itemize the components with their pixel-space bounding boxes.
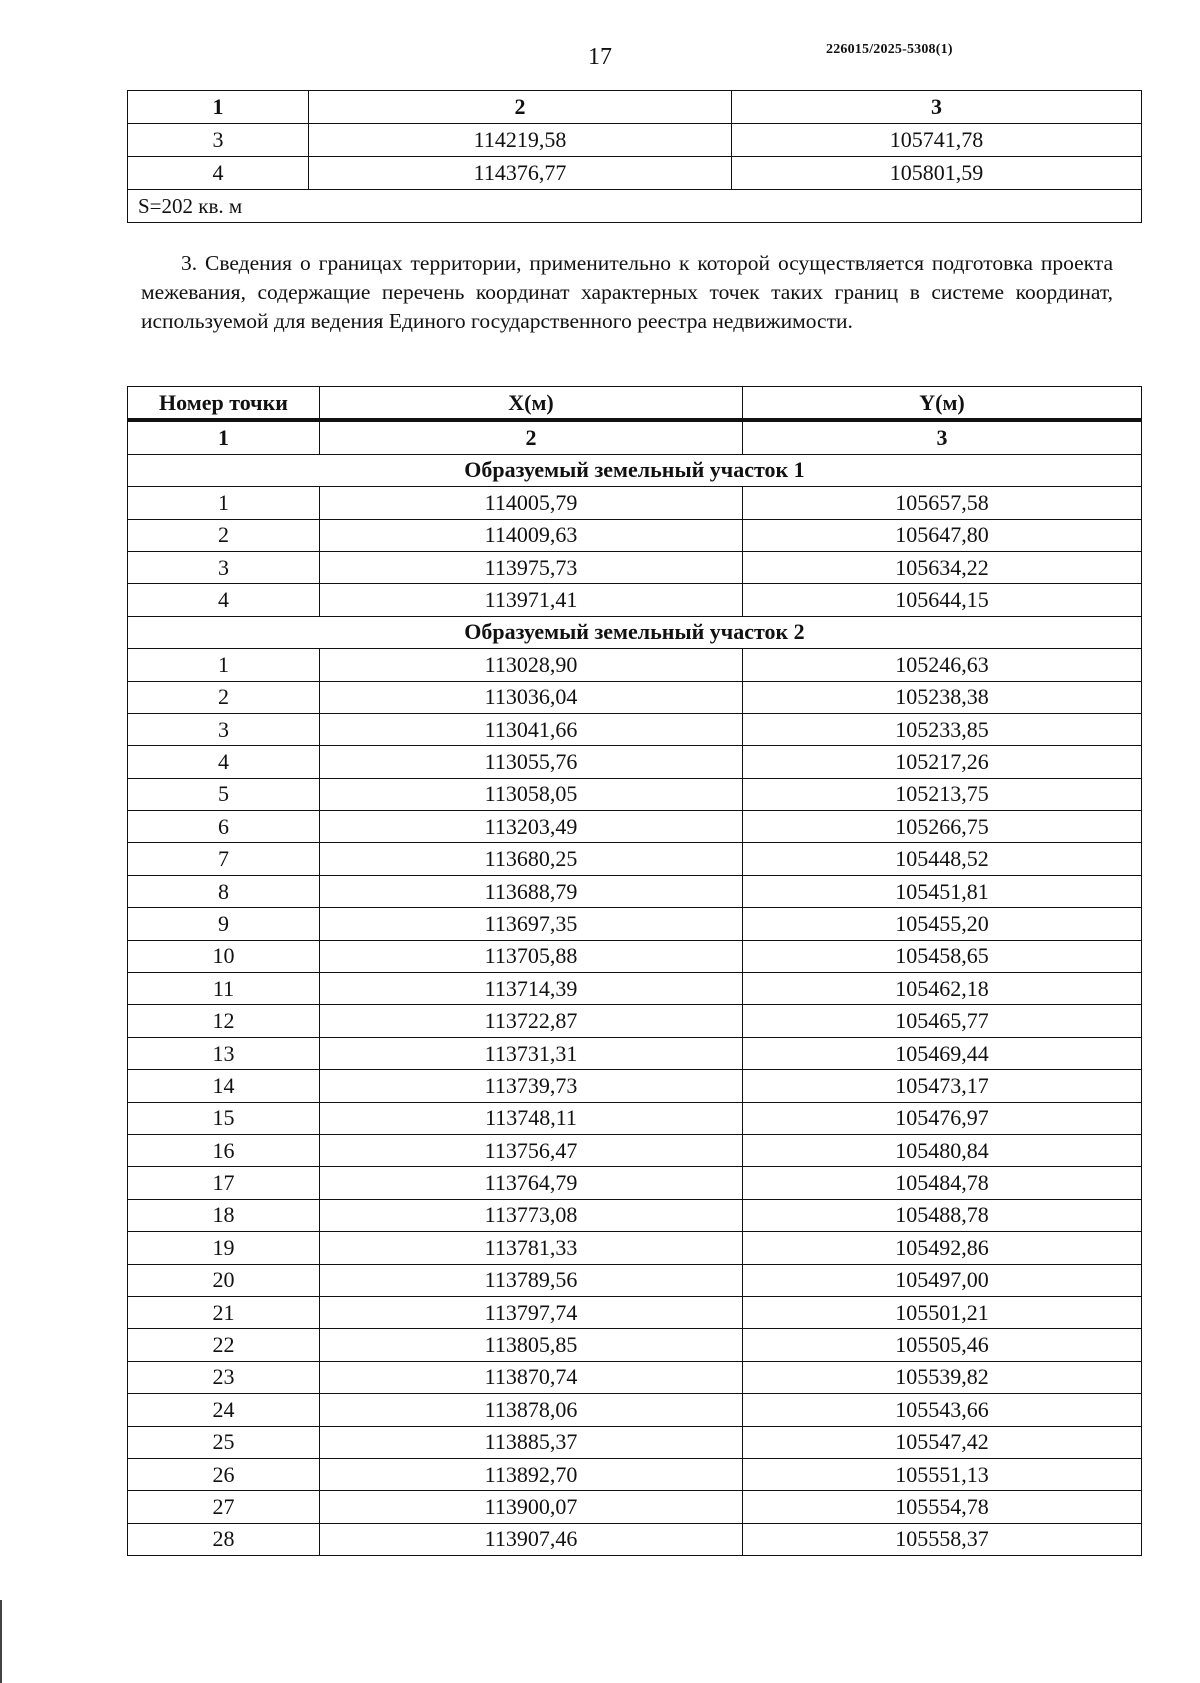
- point-number: 4: [128, 157, 309, 190]
- y-coordinate: 105451,81: [743, 875, 1142, 907]
- x-coordinate: 113731,31: [320, 1037, 743, 1069]
- point-number: 21: [128, 1296, 320, 1328]
- point-number: 1: [128, 487, 320, 519]
- y-coordinate: 105657,58: [743, 487, 1142, 519]
- point-number: 12: [128, 1005, 320, 1037]
- y-coordinate: 105554,78: [743, 1491, 1142, 1523]
- table-row: [128, 487, 1142, 519]
- y-coordinate: 105505,46: [743, 1329, 1142, 1361]
- y-coordinate: 105480,84: [743, 1134, 1142, 1166]
- boundary-coordinates-table: [127, 386, 1142, 1556]
- table-row: [128, 875, 1142, 907]
- y-coordinate: 105644,15: [743, 584, 1142, 616]
- x-coordinate: 114009,63: [320, 519, 743, 551]
- y-coordinate: 105266,75: [743, 811, 1142, 843]
- area-row: [128, 190, 1142, 223]
- y-coordinate: 105465,77: [743, 1005, 1142, 1037]
- x-coordinate: 113892,70: [320, 1458, 743, 1490]
- point-number: 8: [128, 875, 320, 907]
- x-coordinate: 113203,49: [320, 811, 743, 843]
- y-coordinate: 105551,13: [743, 1458, 1142, 1490]
- coordinates-table-continued: [127, 90, 1142, 223]
- point-number: 10: [128, 940, 320, 972]
- header-point-number: Номер точки: [128, 387, 320, 421]
- x-coordinate: 113907,46: [320, 1523, 743, 1555]
- x-coordinate: 113036,04: [320, 681, 743, 713]
- point-number: 20: [128, 1264, 320, 1296]
- point-number: 3: [128, 551, 320, 583]
- table-row: [128, 584, 1142, 616]
- y-coordinate: 105476,97: [743, 1102, 1142, 1134]
- x-coordinate: 113878,06: [320, 1394, 743, 1426]
- table-row: [128, 713, 1142, 745]
- table-row: [128, 1232, 1142, 1264]
- point-number: 2: [128, 681, 320, 713]
- table-row: [128, 1394, 1142, 1426]
- table-row: [128, 1264, 1142, 1296]
- y-coordinate: 105558,37: [743, 1523, 1142, 1555]
- y-coordinate: 105647,80: [743, 519, 1142, 551]
- point-number: 6: [128, 811, 320, 843]
- table-row: [128, 1199, 1142, 1231]
- y-coordinate: 105484,78: [743, 1167, 1142, 1199]
- point-number: 27: [128, 1491, 320, 1523]
- section-row: [128, 616, 1142, 648]
- table-row: [128, 1296, 1142, 1328]
- x-coordinate: 113739,73: [320, 1070, 743, 1102]
- table-row: [128, 519, 1142, 551]
- table-row: [128, 973, 1142, 1005]
- point-number: 1: [128, 649, 320, 681]
- table-row: [128, 811, 1142, 843]
- y-coordinate: 105246,63: [743, 649, 1142, 681]
- x-coordinate: 113705,88: [320, 940, 743, 972]
- point-number: 28: [128, 1523, 320, 1555]
- point-number: 3: [128, 124, 309, 157]
- point-number: 24: [128, 1394, 320, 1426]
- table-row: [128, 940, 1142, 972]
- x-coordinate: 114376,77: [309, 157, 732, 190]
- area-value: S=202 кв. м: [128, 190, 1142, 223]
- x-coordinate: 113971,41: [320, 584, 743, 616]
- table-row: [128, 1134, 1142, 1166]
- x-coordinate: 113714,39: [320, 973, 743, 1005]
- y-coordinate: 105217,26: [743, 746, 1142, 778]
- table-row: [128, 1458, 1142, 1490]
- table-row: [128, 908, 1142, 940]
- x-coordinate: 113885,37: [320, 1426, 743, 1458]
- x-coordinate: 113680,25: [320, 843, 743, 875]
- column-number: 3: [743, 420, 1142, 454]
- x-coordinate: 113697,35: [320, 908, 743, 940]
- point-number: 14: [128, 1070, 320, 1102]
- x-coordinate: 113900,07: [320, 1491, 743, 1523]
- point-number: 4: [128, 584, 320, 616]
- x-coordinate: 114219,58: [309, 124, 732, 157]
- point-number: 3: [128, 713, 320, 745]
- column-number: 3: [732, 91, 1142, 124]
- y-coordinate: 105455,20: [743, 908, 1142, 940]
- table-row: [128, 1426, 1142, 1458]
- x-coordinate: 113781,33: [320, 1232, 743, 1264]
- table-row: [128, 1329, 1142, 1361]
- document-id: 226015/2025-5308(1): [826, 42, 953, 57]
- table-row: [128, 778, 1142, 810]
- y-coordinate: 105458,65: [743, 940, 1142, 972]
- x-coordinate: 113797,74: [320, 1296, 743, 1328]
- table-row: [128, 1491, 1142, 1523]
- table-row: [128, 551, 1142, 583]
- table-row: [128, 1070, 1142, 1102]
- point-number: 9: [128, 908, 320, 940]
- x-coordinate: 113805,85: [320, 1329, 743, 1361]
- point-number: 18: [128, 1199, 320, 1231]
- table-row: [128, 1167, 1142, 1199]
- point-number: 22: [128, 1329, 320, 1361]
- x-coordinate: 113789,56: [320, 1264, 743, 1296]
- table-row: [128, 746, 1142, 778]
- point-number: 17: [128, 1167, 320, 1199]
- section-title: Образуемый земельный участок 2: [128, 616, 1142, 648]
- y-coordinate: 105539,82: [743, 1361, 1142, 1393]
- point-number: 15: [128, 1102, 320, 1134]
- x-coordinate: 113975,73: [320, 551, 743, 583]
- section-title: Образуемый земельный участок 1: [128, 454, 1142, 486]
- table-row: [128, 1523, 1142, 1555]
- x-coordinate: 113748,11: [320, 1102, 743, 1134]
- point-number: 26: [128, 1458, 320, 1490]
- y-coordinate: 105213,75: [743, 778, 1142, 810]
- point-number: 16: [128, 1134, 320, 1166]
- header-row: [128, 387, 1142, 421]
- table-row: [128, 1361, 1142, 1393]
- y-coordinate: 105801,59: [732, 157, 1142, 190]
- point-number: 7: [128, 843, 320, 875]
- y-coordinate: 105462,18: [743, 973, 1142, 1005]
- y-coordinate: 105543,66: [743, 1394, 1142, 1426]
- y-coordinate: 105473,17: [743, 1070, 1142, 1102]
- table-row: [128, 1037, 1142, 1069]
- y-coordinate: 105492,86: [743, 1232, 1142, 1264]
- column-number: 1: [128, 420, 320, 454]
- section-3-paragraph: 3. Сведения о границах территории, применительно к которой осуществляется подготовка проекта межевания, содержащие перечень координат характерных точек таких границ в системе координат, используемой для ведения Единого государственного реестра недвижимости.: [141, 251, 1113, 333]
- table-row: [128, 1005, 1142, 1037]
- y-coordinate: 105448,52: [743, 843, 1142, 875]
- column-number-row: [128, 420, 1142, 454]
- column-number: 1: [128, 91, 309, 124]
- scan-edge-line: [0, 1600, 2, 1683]
- point-number: 2: [128, 519, 320, 551]
- point-number: 19: [128, 1232, 320, 1264]
- x-coordinate: 113055,76: [320, 746, 743, 778]
- x-coordinate: 113756,47: [320, 1134, 743, 1166]
- y-coordinate: 105469,44: [743, 1037, 1142, 1069]
- y-coordinate: 105634,22: [743, 551, 1142, 583]
- point-number: 23: [128, 1361, 320, 1393]
- header-y: Y(м): [743, 387, 1142, 421]
- y-coordinate: 105233,85: [743, 713, 1142, 745]
- x-coordinate: 113764,79: [320, 1167, 743, 1199]
- x-coordinate: 113058,05: [320, 778, 743, 810]
- page-number: 17: [588, 44, 612, 70]
- point-number: 4: [128, 746, 320, 778]
- y-coordinate: 105488,78: [743, 1199, 1142, 1231]
- column-number: 2: [320, 420, 743, 454]
- x-coordinate: 113722,87: [320, 1005, 743, 1037]
- x-coordinate: 113773,08: [320, 1199, 743, 1231]
- point-number: 11: [128, 973, 320, 1005]
- x-coordinate: 113688,79: [320, 875, 743, 907]
- table-row: [128, 681, 1142, 713]
- table-row: [128, 843, 1142, 875]
- point-number: 5: [128, 778, 320, 810]
- y-coordinate: 105238,38: [743, 681, 1142, 713]
- table-row: [128, 124, 1142, 157]
- x-coordinate: 114005,79: [320, 487, 743, 519]
- column-number-row: [128, 91, 1142, 124]
- y-coordinate: 105501,21: [743, 1296, 1142, 1328]
- column-number: 2: [309, 91, 732, 124]
- y-coordinate: 105547,42: [743, 1426, 1142, 1458]
- table-row: [128, 1102, 1142, 1134]
- y-coordinate: 105741,78: [732, 124, 1142, 157]
- section-row: [128, 454, 1142, 486]
- y-coordinate: 105497,00: [743, 1264, 1142, 1296]
- x-coordinate: 113028,90: [320, 649, 743, 681]
- header-x: X(м): [320, 387, 743, 421]
- x-coordinate: 113041,66: [320, 713, 743, 745]
- point-number: 25: [128, 1426, 320, 1458]
- table-row: [128, 649, 1142, 681]
- x-coordinate: 113870,74: [320, 1361, 743, 1393]
- point-number: 13: [128, 1037, 320, 1069]
- table-row: [128, 157, 1142, 190]
